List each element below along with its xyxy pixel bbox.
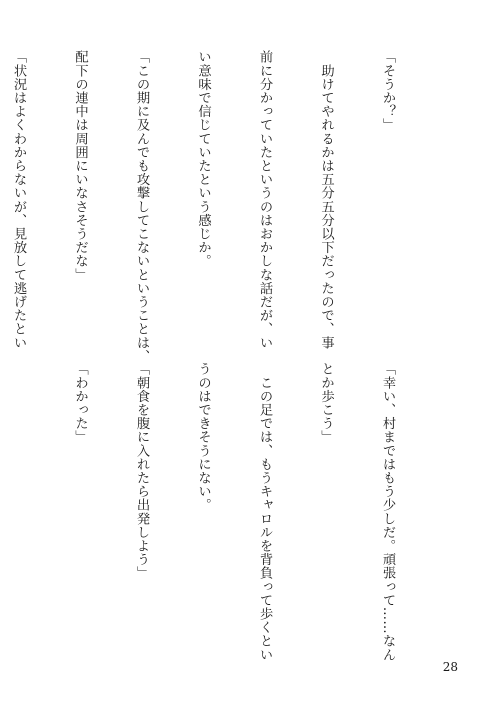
text-column: 前に分かっていたというのはおかしな話だが、い <box>257 50 272 350</box>
text-column: 助けてやれるかは五分五分以下だったので、事 <box>318 50 334 350</box>
page-number: 28 <box>442 660 458 674</box>
lower-text-block <box>58 362 438 662</box>
text-column: とか歩こう」 <box>318 362 334 444</box>
text-column: 「幸い、村まではもう少しだ。頑張って……なん <box>380 362 395 662</box>
text-column: 「この期に及んでも攻撃してこないということは、 <box>134 50 149 363</box>
text-column: い意味で信じていたという感じか。 <box>195 50 211 268</box>
text-column: 「わかった」 <box>72 362 88 444</box>
text-column: 「そうか？」 <box>380 50 395 132</box>
text-column: うのはできそうにない。 <box>195 362 211 512</box>
text-column: 配下の連中は周囲にいなさそうだな」 <box>72 50 88 282</box>
text-column: この足では、もうキャロルを背負って歩くとい <box>257 362 272 662</box>
text-column: 「状況はよくわからないが、見放して逃げたとい <box>11 50 26 350</box>
upper-text-block <box>11 50 438 363</box>
text-column: 「朝食を腹に入れたら出発しよう」 <box>134 362 149 580</box>
